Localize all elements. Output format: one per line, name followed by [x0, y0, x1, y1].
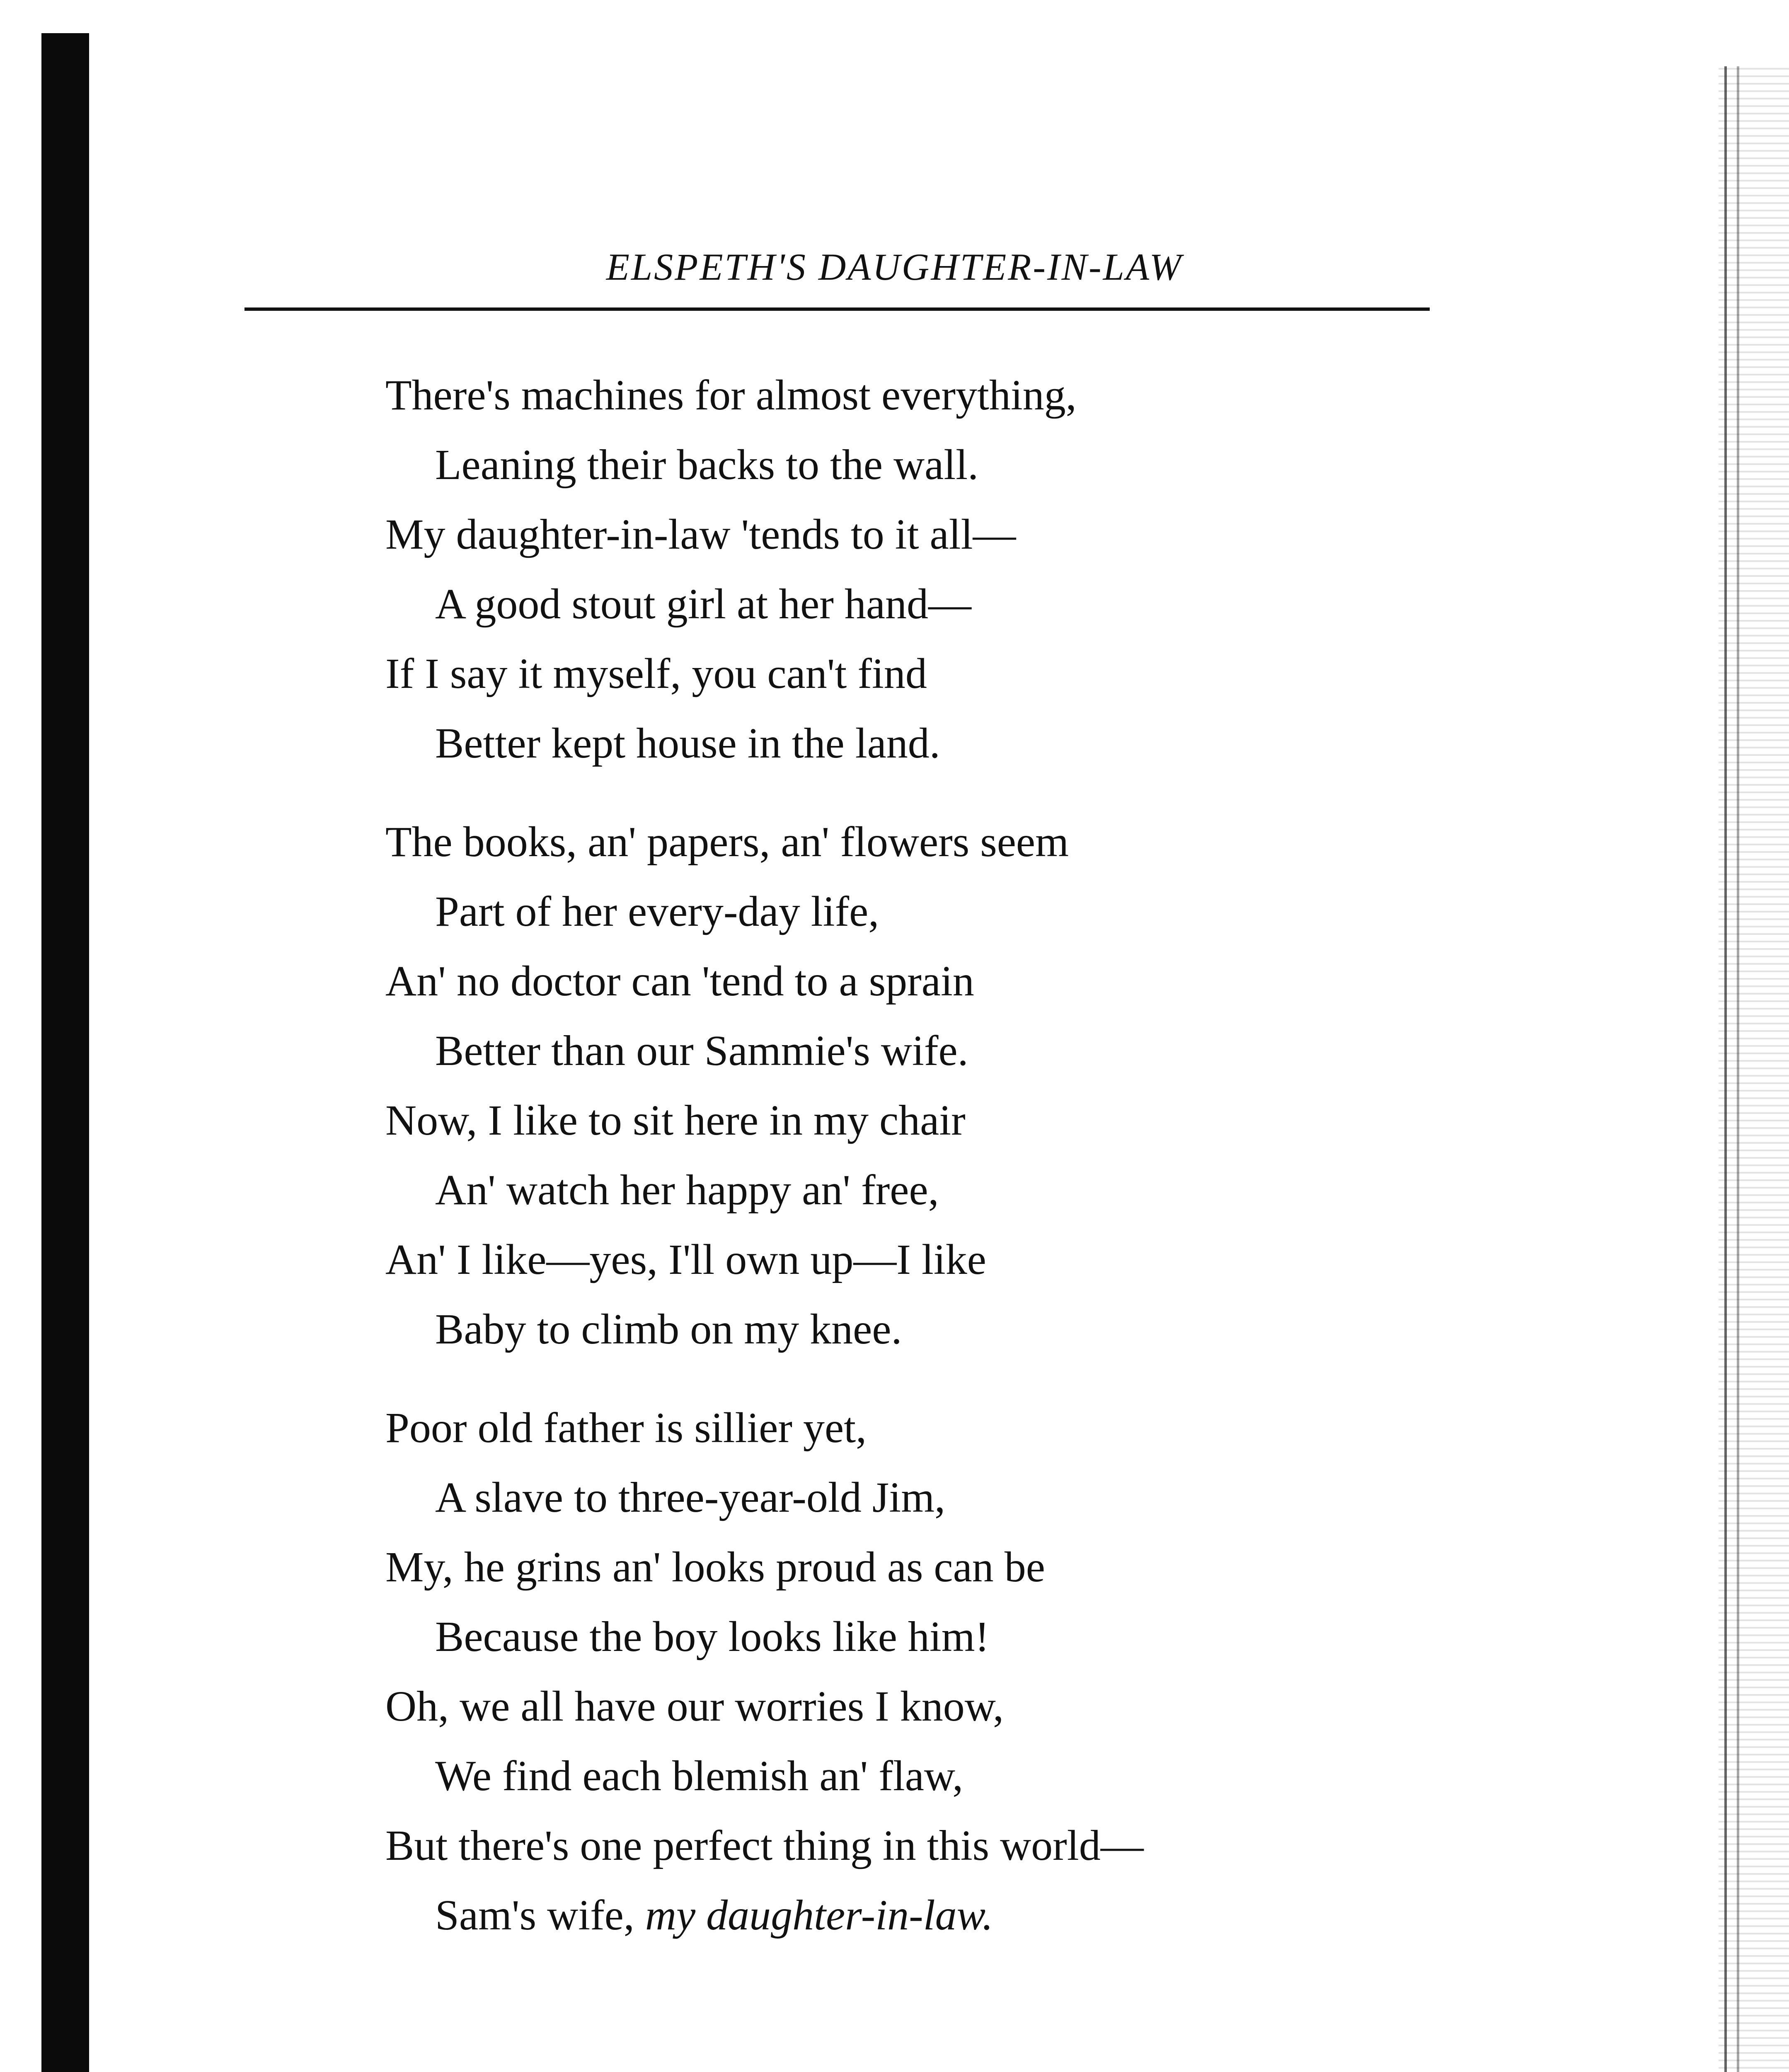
page-edge-line — [1724, 66, 1727, 2072]
poem-line: My, he grins an' looks proud as can be — [385, 1543, 1045, 1591]
header-rule — [245, 307, 1430, 311]
poem-line: Better kept house in the land. — [435, 719, 940, 767]
page-edge-line — [1737, 66, 1739, 2072]
poem-line: A good stout girl at her hand— — [435, 580, 972, 628]
stanza-2 — [385, 807, 1339, 1364]
poem-line: If I say it myself, you can't find — [385, 650, 927, 697]
poem-line: The books, an' papers, an' flowers seem — [385, 818, 1069, 866]
poem-line: But there's one perfect thing in this world— — [385, 1822, 1144, 1869]
poem-line: My daughter-in-law 'tends to it all— — [385, 511, 1016, 558]
poem-line: We find each blemish an' flaw, — [435, 1752, 963, 1800]
poem-line: Because the boy looks like him! — [435, 1613, 990, 1661]
poem-body — [385, 361, 1339, 1950]
page-edge-speckle — [1719, 62, 1789, 2072]
poem-line: An' I like—yes, I'll own up—I like — [385, 1236, 986, 1283]
final-line-plain: Sam's wife, — [435, 1891, 645, 1939]
poem-line: Better than our Sammie's wife. — [435, 1027, 968, 1075]
poem-line: Oh, we all have our worries I know, — [385, 1682, 1004, 1730]
final-line-italic: my daughter-in-law. — [645, 1891, 993, 1939]
poem-line: Leaning their backs to the wall. — [435, 441, 979, 489]
poem-line: Baby to climb on my knee. — [435, 1305, 902, 1353]
poem-line: Poor old father is sillier yet, — [385, 1404, 867, 1452]
poem-line: There's machines for almost everything, — [385, 371, 1077, 419]
poem-line: An' watch her happy an' free, — [435, 1166, 939, 1214]
poem-line: Part of her every-day life, — [435, 888, 879, 935]
poem-line: A slave to three-year-old Jim, — [435, 1474, 946, 1521]
binding-shadow — [41, 33, 89, 2072]
running-head: ELSPETH'S DAUGHTER-IN-LAW — [606, 246, 1183, 288]
poem-final-line — [385, 1881, 1339, 1950]
stanza-3 — [385, 1393, 1339, 1950]
poem-line: An' no doctor can 'tend to a sprain — [385, 957, 974, 1005]
poem-line: Now, I like to sit here in my chair — [385, 1097, 966, 1144]
stanza-1 — [385, 361, 1339, 778]
